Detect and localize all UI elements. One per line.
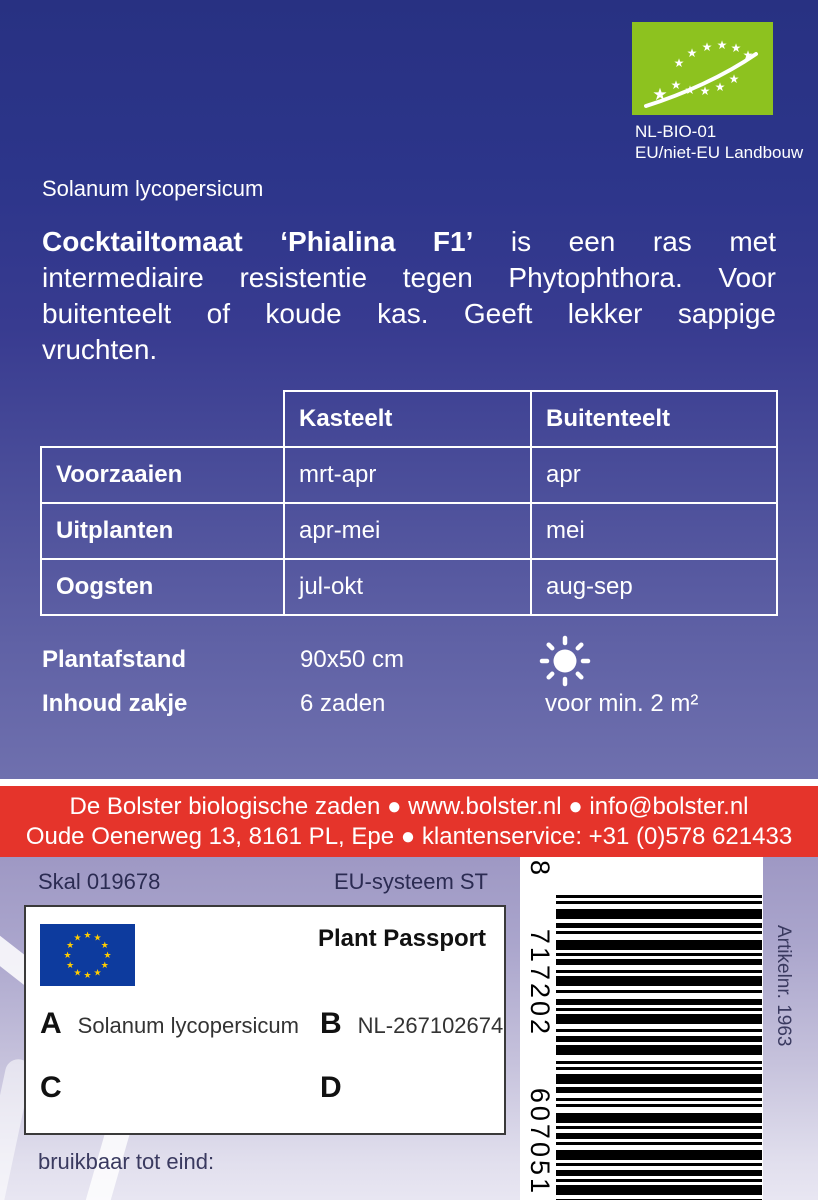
passport-field-b — [320, 1007, 503, 1041]
row-label-voorzaaien: Voorzaaien — [41, 447, 284, 503]
organic-certification-text — [635, 121, 803, 163]
passport-key-c: C — [40, 1071, 62, 1104]
column-header-kasteelt: Kasteelt — [284, 391, 531, 447]
barcode-number — [524, 860, 556, 1196]
passport-field-d — [320, 1071, 358, 1105]
row-label-uitplanten: Uitplanten — [41, 503, 284, 559]
contact-bar — [0, 786, 818, 857]
passport-title: Plant Passport — [317, 925, 486, 952]
svg-text:★: ★ — [730, 41, 742, 55]
plantafstand-value: 90x50 cm — [300, 646, 405, 673]
inhoud-zakje-label: Inhoud zakje — [42, 690, 188, 717]
intro-line-3: buitenteelt of koude kas. Geeft lekker sappige — [42, 298, 776, 329]
svg-text:★: ★ — [652, 85, 668, 105]
barcode-bars — [556, 895, 762, 1200]
svg-text:★: ★ — [73, 933, 82, 944]
table-row — [41, 447, 777, 503]
svg-text:★: ★ — [701, 40, 713, 54]
intro-line-1 — [42, 224, 776, 260]
svg-text:★: ★ — [103, 951, 112, 961]
contact-line-1: De Bolster biologische zaden ● www.bolster.nl ● info@bolster.nl — [69, 792, 749, 820]
passport-field-c — [40, 1071, 78, 1105]
column-header-buitenteelt: Buitenteelt — [531, 391, 777, 447]
eu-organic-leaf-icon — [632, 22, 773, 115]
svg-text:★: ★ — [66, 941, 75, 951]
barcode-group-2: 607051 — [525, 1087, 556, 1196]
variety-title: Cocktailtomaat ‘Phialina F1’ — [42, 226, 474, 257]
eu-organic-logo — [632, 22, 773, 115]
svg-text:★: ★ — [716, 38, 728, 52]
skal-number: Skal 019678 — [38, 869, 161, 894]
row-label-oogsten: Oogsten — [41, 559, 284, 615]
svg-text:★: ★ — [83, 971, 92, 981]
svg-text:★: ★ — [66, 961, 75, 971]
svg-text:★: ★ — [93, 968, 102, 979]
passport-field-a — [40, 1007, 299, 1041]
table-empty-corner — [41, 391, 284, 447]
svg-text:★: ★ — [93, 933, 102, 944]
svg-text:★: ★ — [728, 72, 740, 86]
plantafstand-label: Plantafstand — [42, 646, 187, 673]
passport-value-b: NL-267102674 — [357, 1013, 504, 1038]
svg-text:★: ★ — [100, 961, 109, 971]
inhoud-zakje-value: 6 zaden — [300, 690, 386, 717]
eu-flag-icon — [40, 924, 135, 991]
passport-value-a: Solanum lycopersicum — [77, 1013, 299, 1038]
svg-text:★: ★ — [670, 78, 682, 92]
svg-text:★: ★ — [100, 941, 109, 951]
oogsten-buitenteelt-value: aug-sep — [531, 559, 777, 615]
svg-text:★: ★ — [714, 80, 726, 94]
svg-text:★: ★ — [83, 931, 92, 941]
table-header-row — [41, 391, 777, 447]
intro-line-1-rest: is een ras met — [510, 226, 776, 257]
eu-system-label: EU-systeem ST — [333, 869, 488, 894]
svg-text:★: ★ — [73, 968, 82, 979]
svg-text:★: ★ — [699, 84, 711, 98]
species-name: Solanum lycopersicum — [42, 176, 264, 201]
voorzaaien-buitenteelt-value: apr — [531, 447, 777, 503]
sun-icon — [538, 634, 592, 693]
expiry-label: bruikbaar tot eind: — [38, 1149, 215, 1174]
intro-line-2: intermediaire resistentie tegen Phytophthora. Voor — [42, 262, 776, 293]
uitplanten-kasteelt-value: apr-mei — [284, 503, 531, 559]
culture-table — [40, 390, 778, 616]
svg-text:★: ★ — [673, 56, 685, 70]
bottom-section — [0, 857, 818, 1200]
passport-key-a: A — [40, 1007, 62, 1040]
contact-line-2: Oude Oenerweg 13, 8161 PL, Epe ● klantenservice: +31 (0)578 621433 — [25, 822, 793, 850]
svg-text:★: ★ — [684, 83, 696, 97]
barcode-digit-lead: 8 — [525, 860, 556, 879]
organic-origin: EU/niet-EU Landbouw — [635, 143, 804, 162]
intro-paragraph — [42, 224, 776, 368]
plant-passport-box — [24, 905, 506, 1135]
divider-stripe — [0, 779, 818, 786]
barcode-group-1: 717202 — [525, 928, 556, 1038]
svg-text:★: ★ — [742, 48, 754, 62]
svg-text:★: ★ — [686, 46, 698, 60]
passport-key-d: D — [320, 1071, 342, 1104]
organic-code: NL-BIO-01 — [635, 122, 717, 141]
oogsten-kasteelt-value: jul-okt — [284, 559, 531, 615]
passport-key-b: B — [320, 1007, 342, 1040]
area-note: voor min. 2 m² — [545, 690, 699, 717]
voorzaaien-kasteelt-value: mrt-apr — [284, 447, 531, 503]
intro-line-4: vruchten. — [42, 334, 158, 365]
artikelnr-label: Artikelnr. 1963 — [773, 925, 794, 1047]
uitplanten-buitenteelt-value: mei — [531, 503, 777, 559]
barcode — [520, 857, 763, 1200]
svg-text:★: ★ — [63, 951, 72, 961]
table-row — [41, 559, 777, 615]
table-row — [41, 503, 777, 559]
